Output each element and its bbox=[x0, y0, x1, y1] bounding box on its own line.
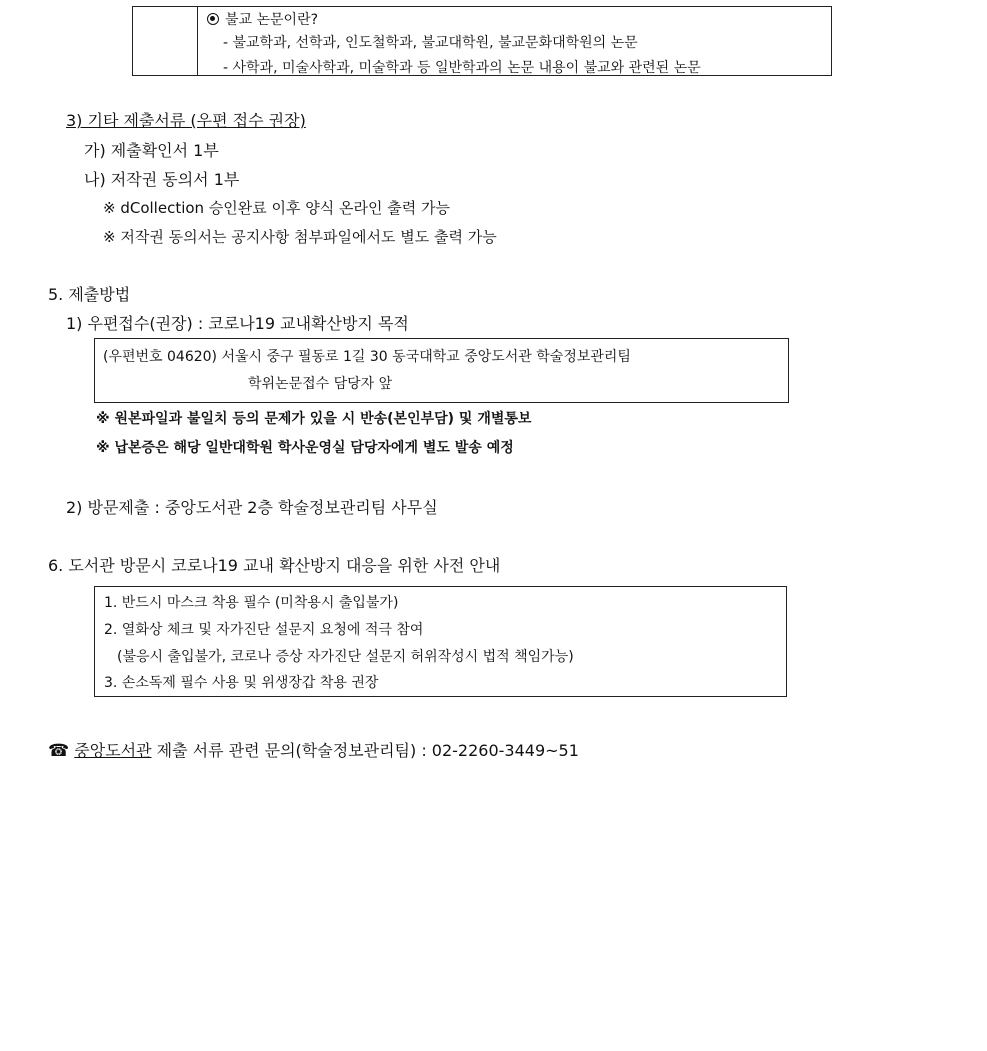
contact-office: 중앙도서관 bbox=[74, 741, 152, 760]
section6-title: 6. 도서관 방문시 코로나19 교내 확산방지 대응을 위한 사전 안내 bbox=[48, 556, 501, 575]
table-heading-row bbox=[207, 9, 318, 29]
section5-sub1-label: 1) 우편접수(권장) bbox=[66, 314, 193, 333]
table-line-1: - 불교학과, 선학과, 인도철학과, 불교대학원, 불교문화대학원의 논문 bbox=[223, 35, 638, 51]
notice-box bbox=[94, 586, 787, 697]
info-table bbox=[132, 6, 832, 76]
radio-bullet-icon bbox=[207, 13, 219, 25]
section5-sub2-desc: : 중앙도서관 2층 학술정보관리팀 사무실 bbox=[154, 498, 438, 517]
section5-sub1 bbox=[66, 311, 409, 334]
contact-line bbox=[48, 738, 579, 761]
table-line-2: - 사학과, 미술사학과, 미술학과 등 일반학과의 논문 내용이 불교와 관련된 논문 bbox=[223, 60, 701, 76]
section5-sub2 bbox=[66, 495, 438, 518]
section3-title: 3) 기타 제출서류 (우편 접수 권장) bbox=[66, 111, 306, 130]
contact-text: 제출 서류 관련 문의(학술정보관리팀) : 02-2260-3449~51 bbox=[156, 741, 579, 760]
notice-item-1: 1. 반드시 마스크 착용 필수 (미착용시 출입불가) bbox=[104, 595, 399, 611]
section3-note-2: ※ 저작권 동의서는 공지사항 첨부파일에서도 별도 출력 가능 bbox=[103, 228, 497, 246]
section5-note-2: ※ 납본증은 해당 일반대학원 학사운영실 담당자에게 별도 발송 예정 bbox=[96, 440, 514, 456]
phone-icon: ☎ bbox=[48, 741, 70, 761]
address-line-1: (우편번호 04620) 서울시 중구 필동로 1길 30 동국대학교 중앙도서관 학술정보관리팀 bbox=[103, 349, 631, 365]
notice-item-2-sub: (불응시 출입불가, 코로나 증상 자가진단 설문지 허위작성시 법적 책임가능) bbox=[117, 649, 574, 665]
table-column-divider bbox=[197, 7, 198, 75]
section5-note-1: ※ 원본파일과 불일치 등의 문제가 있을 시 반송(본인부담) 및 개별통보 bbox=[96, 411, 532, 427]
section3-item-b: 나) 저작권 동의서 1부 bbox=[84, 170, 240, 189]
notice-item-3: 3. 손소독제 필수 사용 및 위생장갑 착용 권장 bbox=[104, 675, 379, 691]
section3-note-1: ※ dCollection 승인완료 이후 양식 온라인 출력 가능 bbox=[103, 199, 451, 217]
section5-sub1-desc: : 코로나19 교내확산방지 목적 bbox=[197, 314, 409, 333]
section3-item-a: 가) 제출확인서 1부 bbox=[84, 141, 219, 160]
address-line-2: 학위논문접수 담당자 앞 bbox=[248, 376, 393, 392]
address-box bbox=[94, 338, 789, 403]
table-heading: 불교 논문이란? bbox=[225, 12, 319, 28]
section5-sub2-label: 2) 방문제출 bbox=[66, 498, 150, 517]
section5-title: 5. 제출방법 bbox=[48, 285, 131, 304]
notice-item-2: 2. 열화상 체크 및 자가진단 설문지 요청에 적극 참여 bbox=[104, 622, 424, 638]
